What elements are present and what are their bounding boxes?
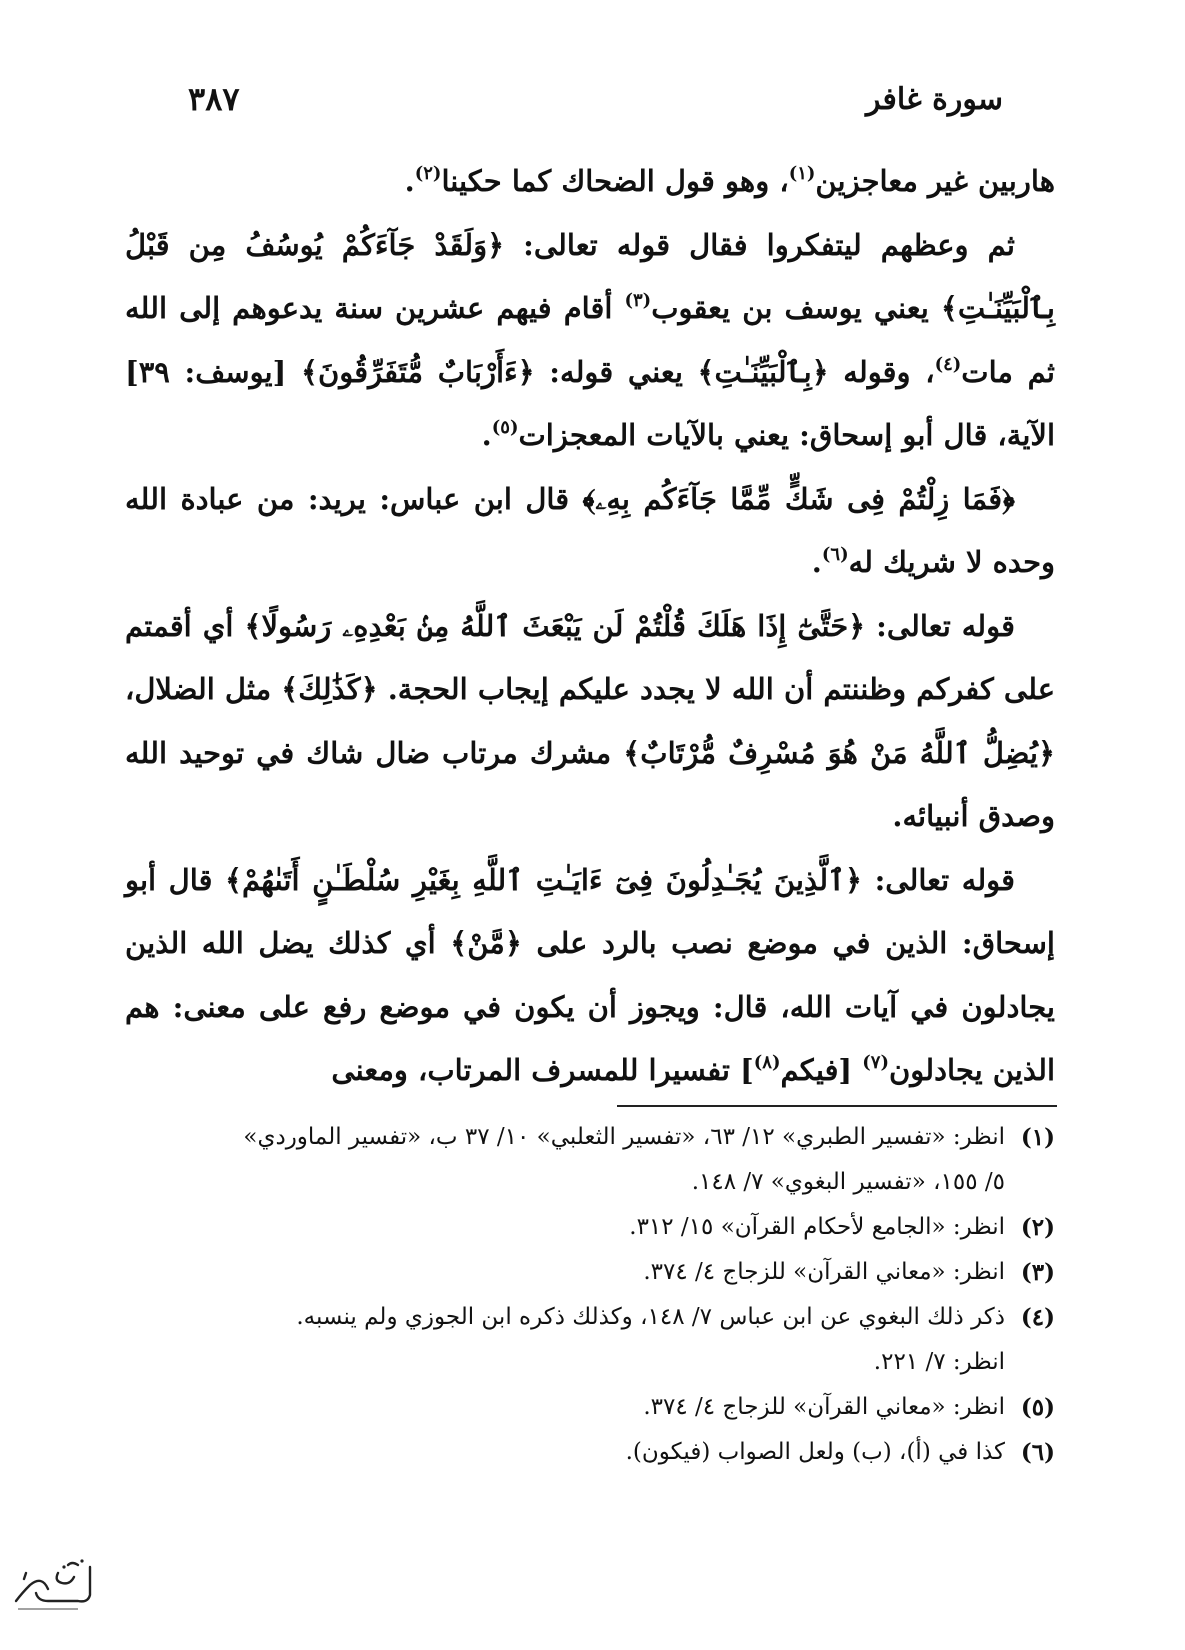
footnote-number: (٦) <box>1020 1439 1055 1466</box>
text-span: هاربين غير معاجزين <box>815 164 1055 198</box>
text-span: [فيكم <box>780 1053 863 1087</box>
text-span: . <box>404 164 415 198</box>
watermark-logo-svg <box>8 1555 100 1615</box>
footnote-text: ٥/ ١٥٥، «تفسير البغوي» ٧/ ١٤٨. <box>691 1169 1005 1195</box>
footnote-number: (٥) <box>1020 1394 1055 1421</box>
footnote-text: انظر: «معاني القرآن» للزجاج ٤/ ٣٧٤. <box>643 1394 1005 1420</box>
main-text <box>125 150 1055 1103</box>
footnote-text: انظر: «معاني القرآن» للزجاج ٤/ ٣٧٤. <box>643 1259 1005 1285</box>
footnote-6 <box>110 1430 1055 1475</box>
footnote-ref-5[interactable]: (٥) <box>491 417 519 438</box>
footnote-ref-8[interactable]: (٨) <box>753 1052 781 1073</box>
text-span: ] تفسيرا للمسرف المرتاب، ومعنى <box>331 1053 754 1087</box>
paragraph-3 <box>125 468 1055 595</box>
footnote-number: (٣) <box>1020 1259 1055 1286</box>
footnote-number: (٤) <box>1020 1304 1055 1331</box>
text-span: ﴿فَمَا زِلْتُمْ فِى شَكٍّ مِّمَّا جَآءَكُم بِهِۦ﴾ قال ابن عباس: يريد: من عبادة الله وحده لا شريك له <box>125 481 1055 579</box>
footnote-text: كذا في (أ)، (ب) ولعل الصواب (فيكون). <box>625 1439 1005 1465</box>
paragraph-1 <box>125 150 1055 214</box>
footnote-ref-3[interactable]: (٣) <box>624 290 652 311</box>
paragraph-2 <box>125 214 1055 468</box>
footnote-ref-7[interactable]: (٧) <box>862 1052 889 1073</box>
footnote-ref-2[interactable]: (٢) <box>414 163 442 184</box>
watermark-logo-icon <box>8 1555 100 1615</box>
footnotes <box>110 1115 1055 1475</box>
page-number: ٣٨٧ <box>188 80 240 118</box>
footnote-1 <box>110 1115 1055 1205</box>
paragraph-4 <box>125 595 1055 849</box>
footnote-text: ذكر ذلك البغوي عن ابن عباس ٧/ ١٤٨، وكذلك ذكره ابن الجوزي ولم ينسبه. <box>296 1304 1005 1330</box>
footnote-5 <box>110 1385 1055 1430</box>
footnote-4 <box>110 1295 1055 1385</box>
footnote-number: (١) <box>1020 1124 1055 1151</box>
text-span: ، وهو قول الضحاك كما حكينا <box>441 164 789 198</box>
text-span: قوله تعالى: ﴿ٱلَّذِينَ يُجَـٰدِلُونَ فِىٓ ءَايَـٰتِ ٱللَّهِ بِغَيْرِ سُلْطَـٰنٍ أَتَىٰهُمْ﴾ قال أبو إسحاق: الذين في موضع نصب بالرد على ﴿مَّنْ﴾ أي كذلك يضل الله الذين يجادلون في آيات الله، قال: ويجوز أن يكون في موضع رفع على معنى: هم الذين يجادلون <box>125 862 1055 1087</box>
page-header-title: سورة غافر <box>865 82 1003 117</box>
text-span: ثم وعظهم ليتفكروا فقال قوله تعالى: ﴿وَلَقَدْ جَآءَكُمْ يُوسُفُ مِن قَبْلُ بِٱلْبَيِّنَـٰتِ﴾ يعني يوسف بن يعقوب <box>125 227 1055 325</box>
paragraph-5 <box>125 849 1055 1103</box>
footnote-text: انظر: ٧/ ٢٢١. <box>873 1349 1005 1375</box>
footnote-text: انظر: «تفسير الطبري» ١٢/ ٦٣، «تفسير الثعلبي» ١٠/ ٣٧ ب، «تفسير الماوردي» <box>243 1124 1005 1150</box>
footnote-2 <box>110 1205 1055 1250</box>
text-span: قوله تعالى: ﴿حَتَّىٰٓ إِذَا هَلَكَ قُلْتُمْ لَن يَبْعَثَ ٱللَّهُ مِنۢ بَعْدِهِۦ رَسُولًا﴾ أي أقمتم على كفركم وظننتم أن الله لا يجدد عليكم إيجاب الحجة. ﴿كَذَٰلِكَ﴾ مثل الضلال، ﴿يُضِلُّ ٱللَّهُ مَنْ هُوَ مُسْرِفٌ مُّرْتَابٌ﴾ مشرك مرتاب ضال شاك في توحيد الله وصدق أنبيائه. <box>125 608 1055 833</box>
text-span: . <box>481 418 492 452</box>
footnote-ref-1[interactable]: (١) <box>788 163 816 184</box>
footnote-ref-4[interactable]: (٤) <box>934 353 962 375</box>
text-span: . <box>811 545 822 579</box>
text-span: ، وقوله ﴿بِٱلْبَيِّنَـٰتِ﴾ يعني قوله: ﴿ءَأَرْبَابٌ مُّتَفَرِّقُونَ﴾ [يوسف: ٣٩] الآية، قال أبو إسحاق: يعني بالآيات المعجزات <box>125 354 1055 452</box>
text-span: أقام فيهم عشرين سنة يدعوهم إلى الله ثم مات <box>125 291 1055 389</box>
footnote-number: (٢) <box>1020 1214 1055 1241</box>
footnote-divider <box>617 1105 1057 1107</box>
footnote-ref-6[interactable]: (٦) <box>821 544 849 565</box>
footnote-text: انظر: «الجامع لأحكام القرآن» ١٥/ ٣١٢. <box>629 1214 1005 1240</box>
footnote-3 <box>110 1250 1055 1295</box>
